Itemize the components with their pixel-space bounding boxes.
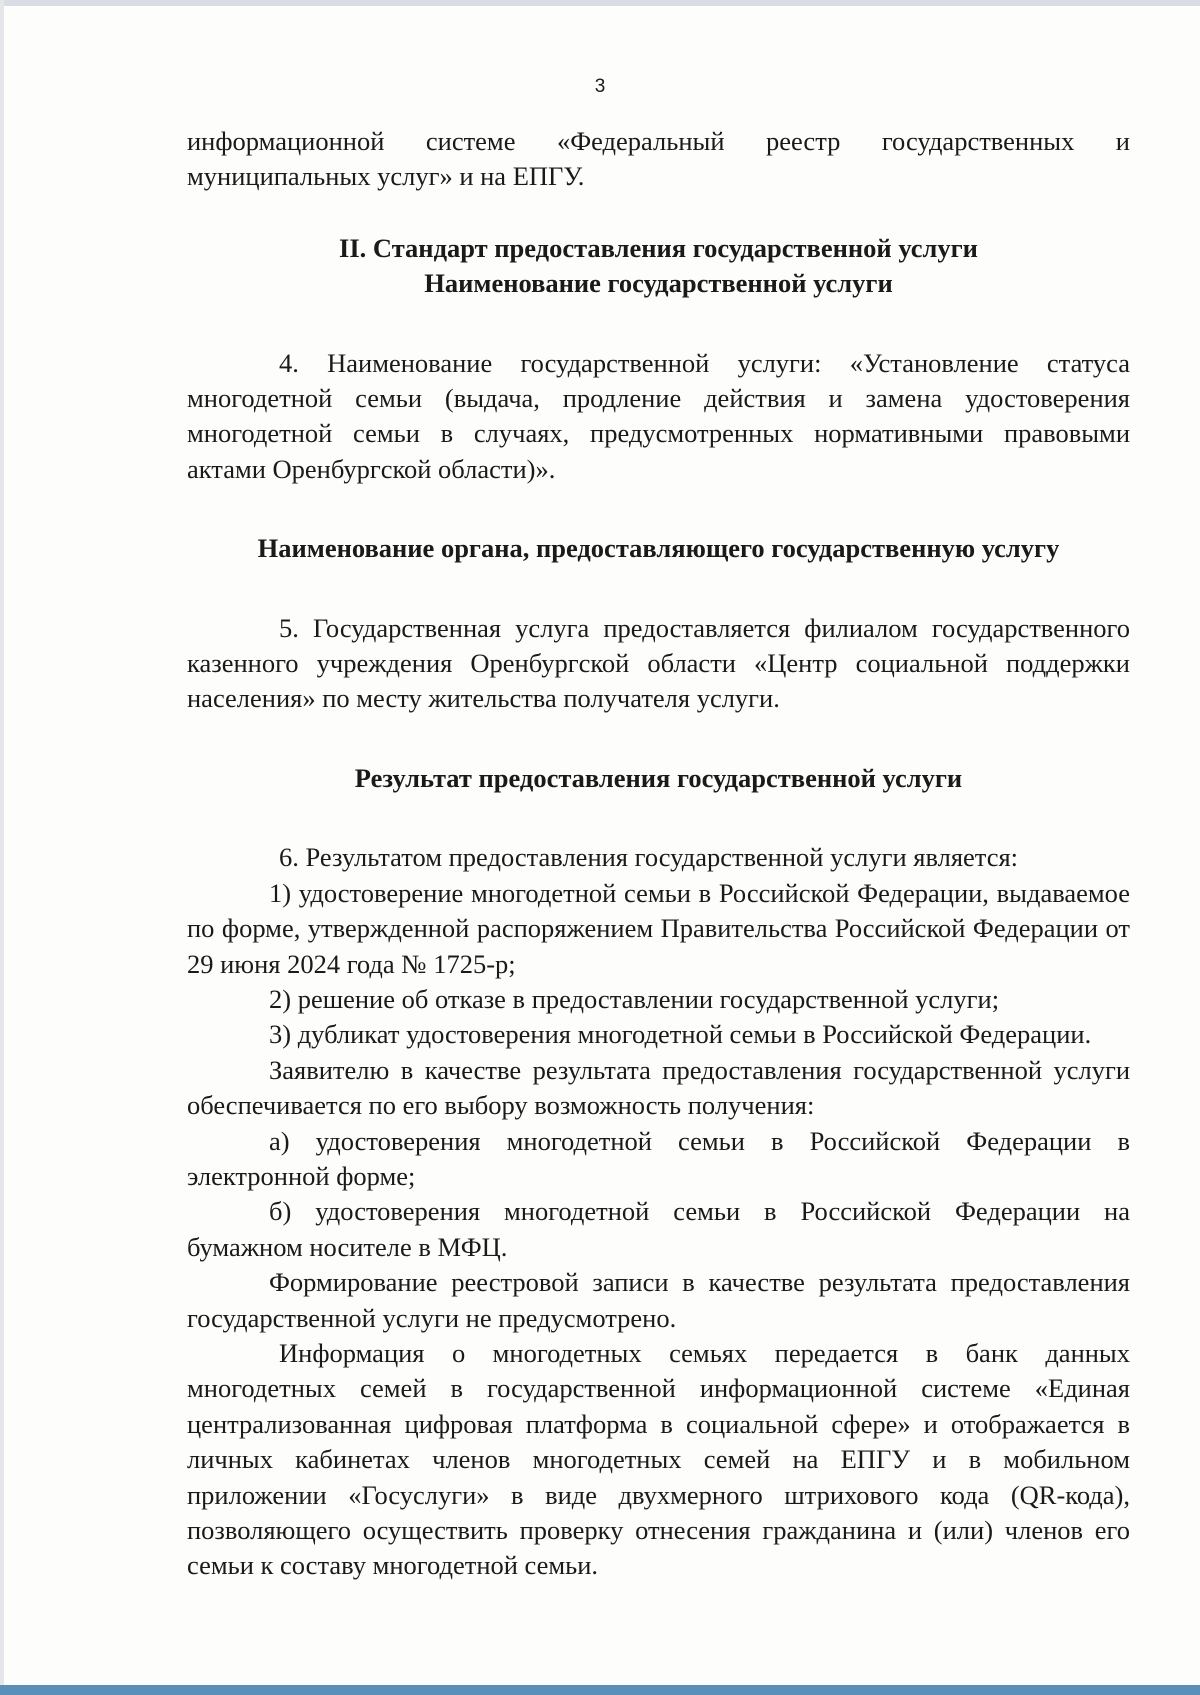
list-item-1: 1) удостоверение многодетной семьи в Российской Федерации, выдаваемое по форме, утвержденной распоряжением Правительства Российской Федерации от 29 июня 2024 года № 1725-р; (187, 877, 1130, 979)
list-item-a: а) удостоверения многодетной семьи в Российской Федерации в электронной форме; (187, 1125, 1130, 1191)
scan-top-edge (0, 0, 1200, 6)
list-item-3: 3) дубликат удостоверения многодетной семьи в Российской Федерации. (269, 1019, 1092, 1050)
subsection-heading-service-name: Наименование государственной услуги (424, 268, 893, 299)
registry-paragraph: Формирование реестровой записи в качестве результата предоставления государственной услуги не предусмотрено. (187, 1267, 1130, 1333)
paragraph-6: 6. Результатом предоставления государственной услуги является: (279, 842, 1019, 873)
info-paragraph: Информация о многодетных семьях передается в банк данных многодетных семей в государственной информационной системе «Единая централизованная цифровая платформа в социальной сфере» и отображается в личных кабинетах членов многодетных семей на ЕПГУ и в мобильном приложении «Госуслуги» в виде двухмерного штрихового кода (QR-кода), позволяющего осуществить проверку отнесения гражданина и (или) членов его семьи к составу многодетной семьи. (187, 1337, 1130, 1581)
top-paragraph: информационной системе «Федеральный реестр государственных и муниципальных услуг» и на ЕПГУ. (187, 126, 1130, 192)
subsection-heading-result: Результат предоставления государственной услуги (354, 762, 963, 793)
paragraph-4: 4. Наименование государственной услуги: «Установление статуса многодетной семьи (выдача, продление действия и замена удостоверения многодетной семьи в случаях, предусмотренных нормативными правовыми актами Оренбургской области)». (187, 347, 1130, 484)
list-item-2: 2) решение об отказе в предоставлении государственной услуги; (269, 983, 1000, 1014)
page-number: 3 (594, 76, 606, 97)
scan-bottom-edge (0, 1685, 1200, 1695)
section-heading: II. Стандарт предоставления государственной услуги (339, 232, 978, 263)
applicant-paragraph: Заявителю в качестве результата предоставления государственной услуги обеспечивается по его выбору возможность получения: (187, 1054, 1130, 1121)
paragraph-5: 5. Государственная услуга предоставляется филиалом государственного казенного учреждения Оренбургской области «Центр социальной поддержки населения» по месту жительства получателя услуги. (187, 612, 1130, 714)
document-body (187, 124, 1130, 1584)
scan-left-edge (0, 0, 4, 1695)
list-item-b: б) удостоверения многодетной семьи в Российской Федерации на бумажном носителе в МФЦ. (187, 1196, 1130, 1262)
subsection-heading-organ: Наименование органа, предоставляющего государственную услугу (257, 533, 1060, 564)
